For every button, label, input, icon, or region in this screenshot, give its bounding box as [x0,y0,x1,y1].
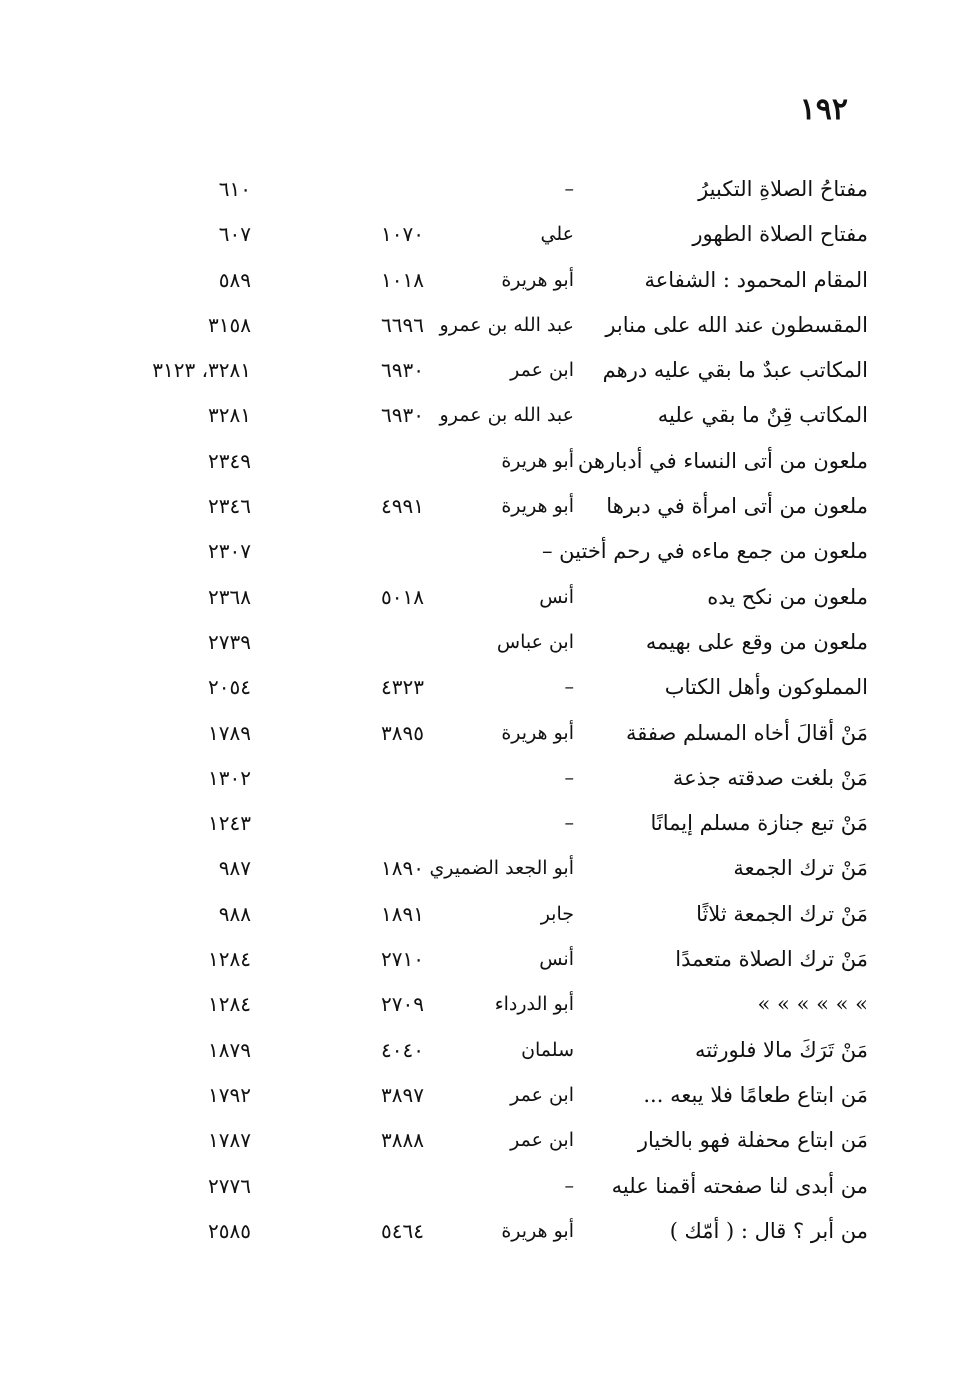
entry-narrator: – [564,766,574,789]
entry-hadith-number: ٣٨٩٥ [381,720,424,745]
index-row [0,1119,956,1164]
entry-page-reference: ٢٣٤٦ [208,494,251,519]
entry-hadith-number: ٦٩٣٠ [381,358,424,383]
entry-narrator: سلمان [521,1038,574,1061]
index-row [0,1029,956,1074]
index-row [0,259,956,304]
entry-page-reference: ٢٠٥٤ [208,675,251,700]
entry-page-reference: ٣١٥٨ [208,312,251,337]
entry-page-reference: ١٧٨٩ [208,720,251,745]
index-row [0,983,956,1028]
entry-text: مَنْ أقالَ أخاه المسلم صفقة [625,720,868,745]
entry-narrator: أبو الدرداء [494,993,574,1016]
entry-hadith-number: ٣٨٩٧ [381,1082,424,1107]
index-row [0,666,956,711]
entry-narrator: أنس [539,585,574,608]
entry-narrator: أبو الجعد الضميري [429,857,574,880]
entry-page-reference: ٩٨٧ [218,856,251,881]
entry-page-reference: ٢٣٦٨ [208,584,251,609]
entry-hadith-number: ١٨٩٠ [381,856,424,881]
entry-text: مَن ابتاع طعامًا فلا يبعه ... [643,1082,868,1107]
entry-text: ملعون من أتى النساء في أدبارهن [577,448,868,473]
entry-text: مفتاح الصلاة الطهور [692,222,868,247]
entry-text: المملوكون وأهل الكتاب [664,675,868,700]
entry-narrator: ابن عباس [496,630,574,653]
entry-narrator: أبو هريرة [501,495,574,518]
entry-text: مَنْ تَرَكَ مالا فلورثته [694,1037,868,1062]
entry-text: مَنْ ترك الجمعة ثلاثًا [696,901,868,926]
entry-text: ملعون من وقع على بهيمه [645,629,868,654]
entry-text: المكاتب قِنٌ ما بقي عليه [657,403,868,428]
entry-page-reference: ٢٣٤٩ [208,448,251,473]
index-row [0,938,956,983]
entry-text: ملعون من نكح يده [707,584,868,609]
entry-page-reference: ٦١٠ [218,177,251,201]
index-row [0,530,956,575]
entry-page-reference: ١٧٩٢ [208,1082,251,1107]
entry-text: مَن ابتاع محفلة فهو بالخيار [637,1128,868,1153]
entry-text: مَنْ بلغت صدقته جذعة [672,765,868,790]
index-row [0,394,956,439]
entry-narrator: – [564,1174,574,1197]
index-row [0,1074,956,1119]
entry-narrator: ابن عمر [510,359,574,382]
entry-hadith-number: ٣٨٨٨ [381,1128,424,1153]
entry-hadith-number: ٢٧٠٩ [381,992,424,1017]
entry-narrator: – [564,812,574,835]
entry-page-reference: ٦٠٧ [218,222,251,247]
entry-text: المكاتب عبدٌ ما بقي عليه درهم [602,358,868,383]
entry-hadith-number: ١٨٩١ [381,901,424,926]
entry-text: المقسطون عند الله على منابر [605,312,868,337]
index-row [0,213,956,258]
entry-page-reference: ١٢٨٤ [208,992,251,1017]
entry-narrator: ابن عمر [510,1129,574,1152]
entry-page-reference: ٢٧٧٦ [208,1173,251,1198]
entry-hadith-number: ٦٩٣٠ [381,403,424,428]
entry-hadith-number: ٤٠٤٠ [381,1037,424,1062]
index-row [0,847,956,892]
index-row [0,757,956,802]
page-number: ١٩٢ [799,92,848,127]
index-row [0,304,956,349]
entry-page-reference: ١٢٨٤ [208,947,251,972]
entry-page-reference: ١٧٨٧ [208,1128,251,1153]
entry-text: » » » » » » [757,992,868,1017]
entry-page-reference: ٥٨٩ [218,267,251,292]
entry-hadith-number: ٤٩٩١ [381,494,424,519]
entry-page-reference: ٢٣٠٧ [208,539,251,564]
index-table [0,168,956,1255]
entry-narrator: – [564,676,574,699]
entry-text: المقام المحمود : الشفاعة [644,267,868,292]
entry-page-reference: ١٢٤٣ [208,811,251,836]
entry-text: مَنْ ترك الصلاة متعمدًا [675,947,868,972]
entry-hadith-number: ١٠٧٠ [381,222,424,247]
entry-hadith-number: ٦٦٩٦ [381,312,424,337]
entry-hadith-number: ٢٧١٠ [381,947,424,972]
entry-hadith-number: ٥٠١٨ [381,584,424,609]
index-row [0,712,956,757]
entry-narrator: أنس [539,948,574,971]
entry-narrator: – [564,178,574,200]
entry-text: من أبدى لنا صفحته أقمنا عليه [611,1173,868,1198]
entry-narrator: علي [540,223,574,246]
index-row [0,440,956,485]
entry-narrator: أبو هريرة [501,1219,574,1242]
entry-page-reference: ٣٢٨١، ٣١٢٣ [152,358,251,383]
entry-hadith-number: ٥٤٦٤ [381,1218,424,1243]
entry-narrator: عبد الله بن عمرو [439,404,574,427]
entry-narrator: ابن عمر [510,1083,574,1106]
index-row [0,1165,956,1210]
entry-page-reference: ١٣٠٢ [208,765,251,790]
index-row [0,485,956,530]
entry-text: ملعون من جمع ماءه في رحم أختين – [541,539,868,564]
entry-narrator: أبو هريرة [501,721,574,744]
entry-page-reference: ٩٨٨ [218,901,251,926]
entry-page-reference: ٢٧٣٩ [208,629,251,654]
index-row [0,576,956,621]
entry-text: مفتاحُ الصلاةِ التكبيرُ [698,177,868,201]
entry-text: مَنْ تبع جنازة مسلم إيمانًا [650,811,868,836]
entry-page-reference: ١٨٧٩ [208,1037,251,1062]
entry-hadith-number: ١٠١٨ [381,267,424,292]
index-row [0,1210,956,1255]
index-row [0,621,956,666]
entry-page-reference: ٣٢٨١ [208,403,251,428]
index-row [0,893,956,938]
entry-narrator: عبد الله بن عمرو [439,313,574,336]
entry-text: مَنْ ترك الجمعة [733,856,868,881]
entry-text: ملعون من أتى امرأة في دبرها [606,494,868,519]
index-row [0,802,956,847]
entry-page-reference: ٢٥٨٥ [208,1218,251,1243]
entry-narrator: أبو هريرة [501,268,574,291]
entry-text: من أبر ؟ قال : ( أمّك ) [669,1218,868,1243]
entry-narrator: أبو هريرة [501,449,574,472]
entry-narrator: جابر [540,902,574,925]
entry-hadith-number: ٤٣٢٣ [381,675,424,700]
index-row [0,168,956,213]
index-row [0,349,956,394]
